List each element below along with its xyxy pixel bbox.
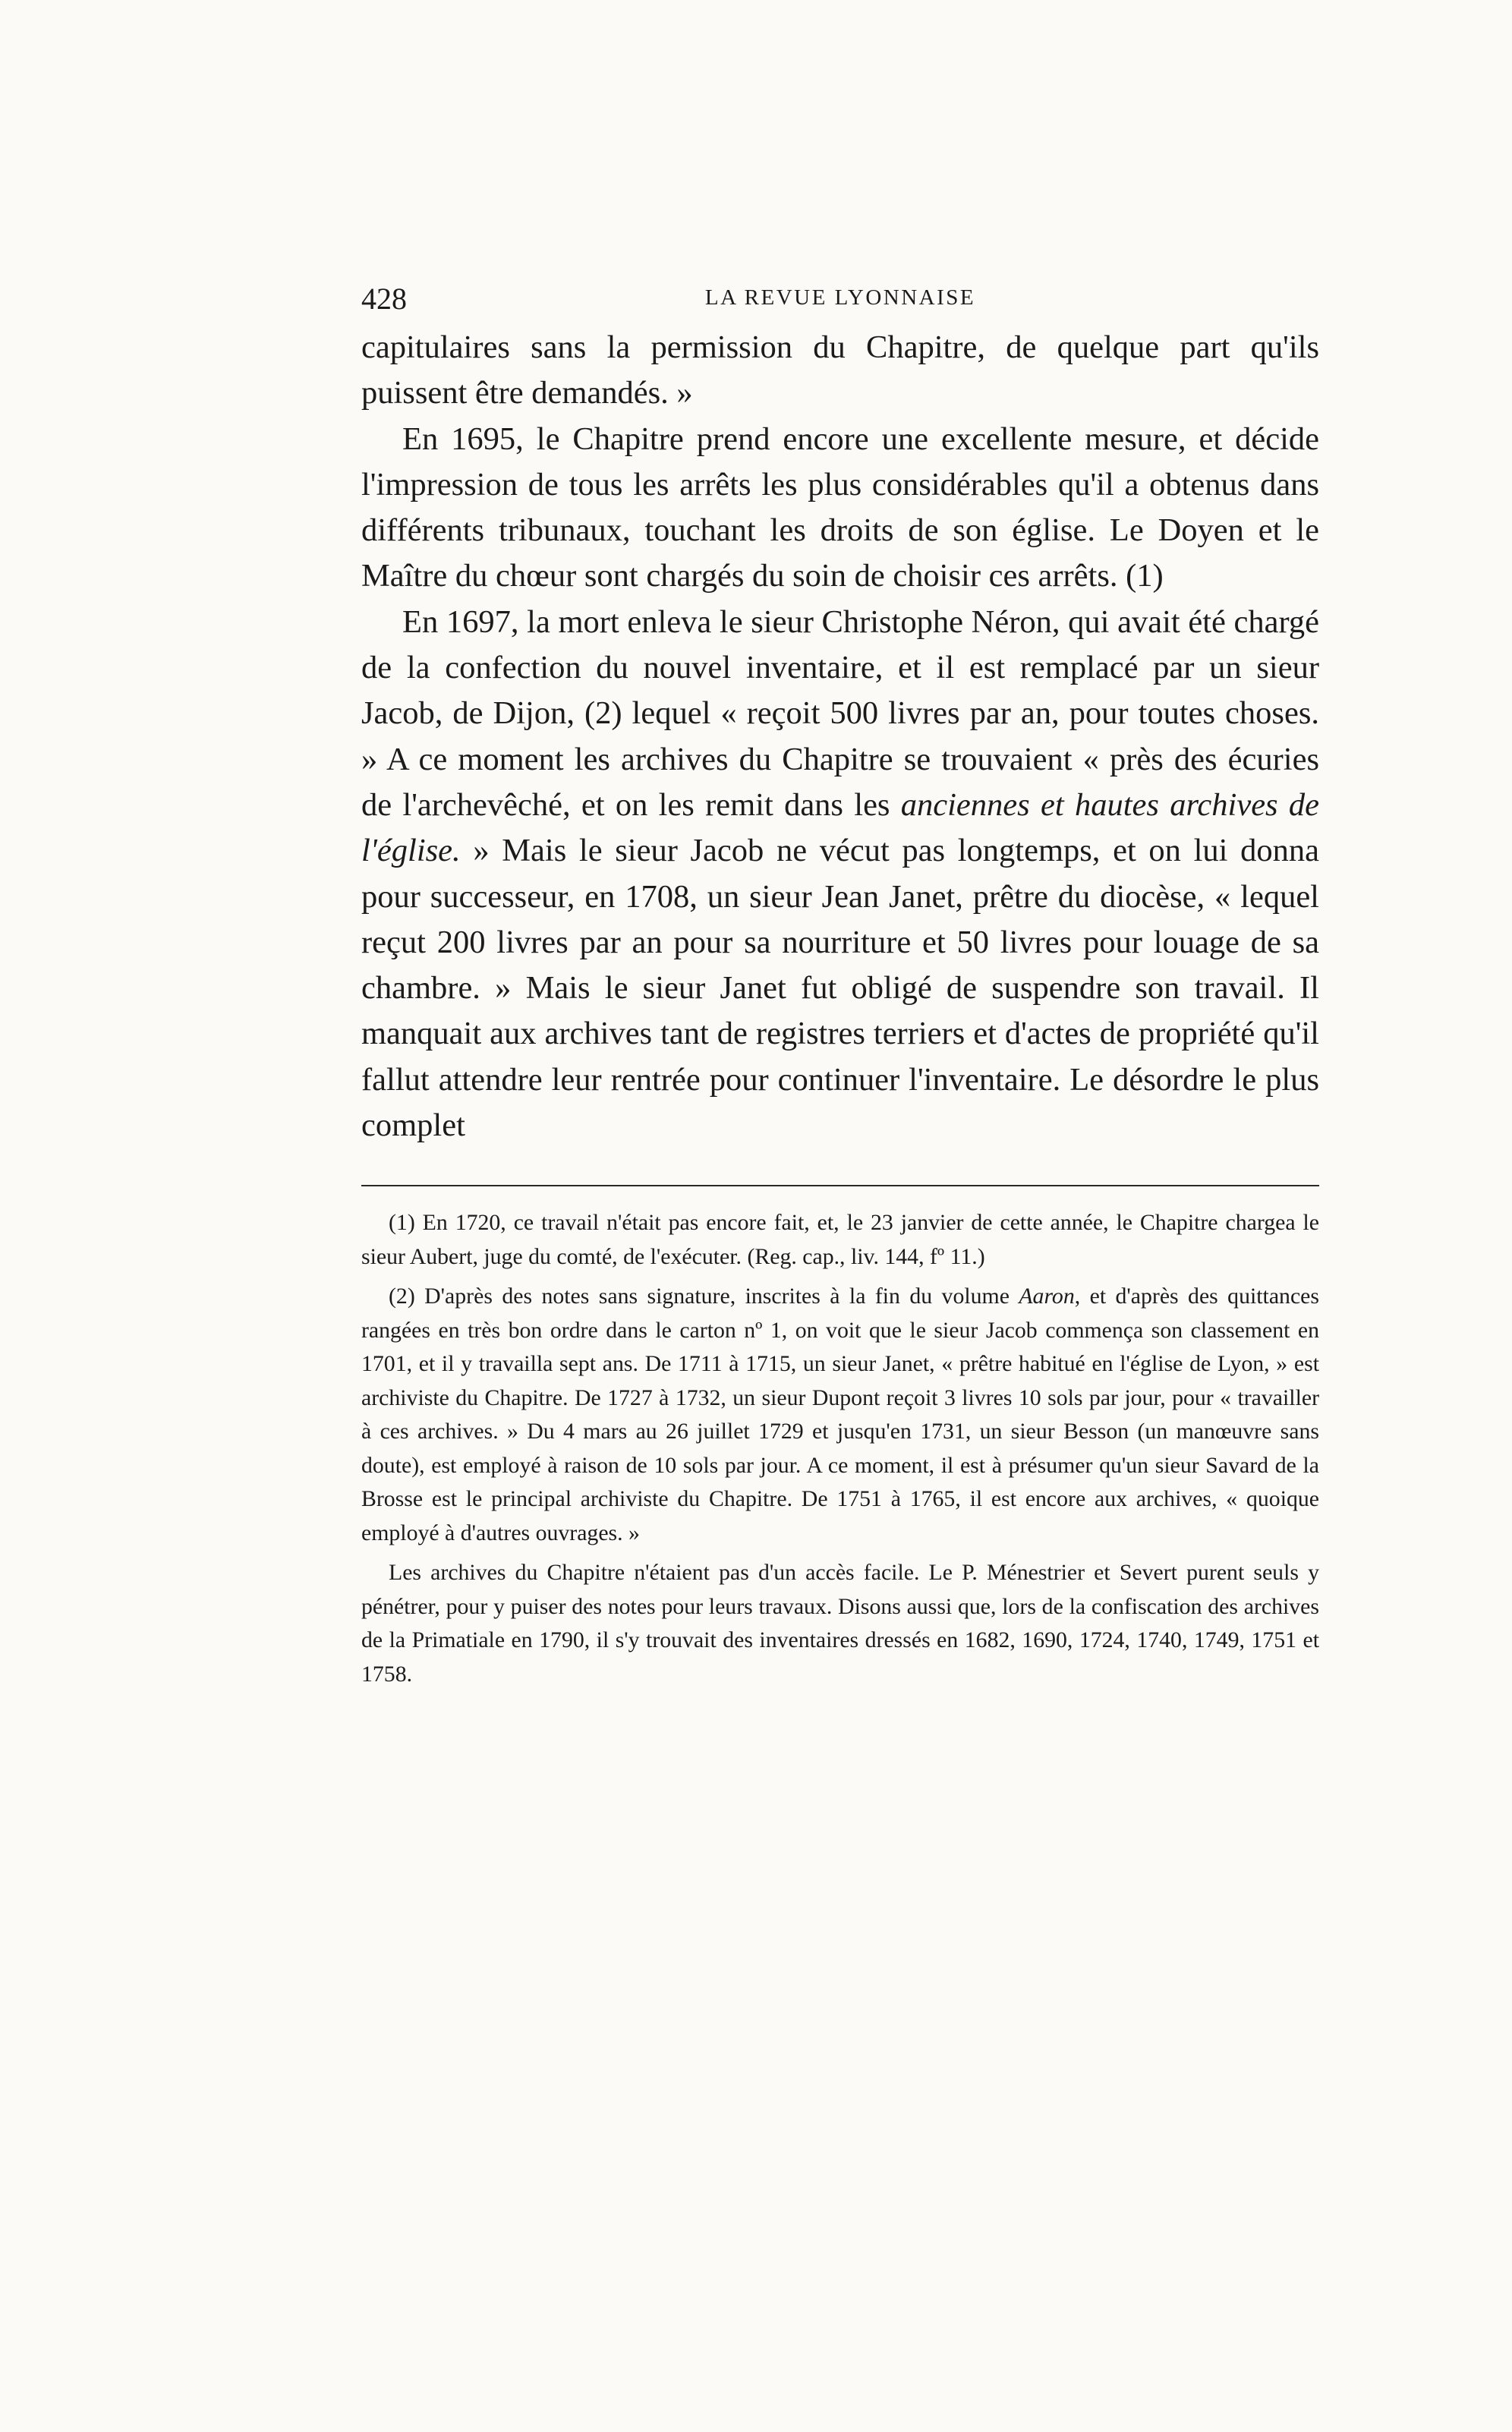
footnote-2-part-1: (2) D'après des notes sans signature, inscrites à la fin du volume bbox=[389, 1284, 1019, 1309]
page-number: 428 bbox=[361, 282, 407, 316]
footnote-3: Les archives du Chapitre n'étaient pas d'un accès facile. Le P. Ménestrier et Severt purent seuls y pénétrer, pour y puiser des notes pour leurs travaux. Disons aussi que, lors de la confiscation des archives de la Primatiale en 1790, il s'y trouvait des inventaires dressés en 1682, 1690, 1724, 1740, 1749, 1751 et 1758. bbox=[361, 1560, 1319, 1687]
paragraph-3-italic: anciennes et hautes archives de l'église. bbox=[361, 786, 1319, 869]
body-text bbox=[361, 325, 1319, 1148]
running-title: LA REVUE LYONNAISE bbox=[704, 285, 976, 310]
footnote-2-italic: Aaron bbox=[1019, 1284, 1075, 1309]
paragraph-2: En 1695, le Chapitre prend encore une excellente mesure, et décide l'impression de tous les arrêts les plus considérables qu'il a obtenus dans différents tribunaux, touchant les droits de son église. Le Doyen et le Maître du chœur sont chargés du soin de choisir ces arrêts. (1) bbox=[361, 421, 1319, 594]
paragraph-1: capitulaires sans la permission du Chapitre, de quelque part qu'ils puissent être demandés. » bbox=[361, 329, 1319, 411]
page-header bbox=[361, 281, 1319, 319]
footnote-2-part-2: , et d'après des quittances rangées en très bon ordre dans le carton nº 1, on voit que le sieur Jacob commença son classement en 1701, et il y travailla sept ans. De 1711 à 1715, un sieur Janet, « prêtre habitué en l'église de Lyon, » est archiviste du Chapitre. De 1727 à 1732, un sieur Dupont reçoit 3 livres 10 sols par jour, pour « travailler à ces archives. » Du 4 mars au 26 juillet 1729 et jusqu'en 1731, un sieur Besson (un manœuvre sans doute), est employé à raison de 10 sols par jour. A ce moment, il est à présumer qu'un sieur Savard de la Brosse est le principal archiviste du Chapitre. De 1751 à 1765, il est encore aux archives, « quoique employé à d'autres ouvrages. » bbox=[361, 1284, 1319, 1545]
footnote-1: (1) En 1720, ce travail n'était pas encore fait, et, le 23 janvier de cette année, le Chapitre chargea le sieur Aubert, juge du comté, de l'exécuter. (Reg. cap., liv. 144, fº 11.) bbox=[361, 1210, 1319, 1269]
paragraph-3-part-2: » Mais le sieur Jacob ne vécut pas longtemps, et on lui donna pour successeur, en 1708, un sieur Jean Janet, prêtre du diocèse, « lequel reçut 200 livres par an pour sa nourriture et 50 livres pour louage de sa chambre. » Mais le sieur Janet fut obligé de suspendre son travail. Il manquait aux archives tant de registres terriers et d'actes de propriété qu'il fallut attendre leur rentrée pour continuer l'inventaire. Le désordre le plus complet bbox=[361, 833, 1319, 1144]
book-page bbox=[361, 281, 1319, 1691]
footnotes bbox=[361, 1206, 1319, 1691]
paragraph-3 bbox=[361, 600, 1319, 1149]
footnote-2 bbox=[361, 1280, 1319, 1550]
paragraph-3-part-1: En 1697, la mort enleva le sieur Christophe Néron, qui avait été chargé de la confection du nouvel inventaire, et il est remplacé par un sieur Jacob, de Dijon, (2) lequel « reçoit 500 livres par an, pour toutes choses. » A ce moment les archives du Chapitre se trouvaient « près des écuries de l'archevêché, et on les remit dans les bbox=[361, 603, 1319, 823]
footnote-divider bbox=[361, 1185, 1319, 1186]
